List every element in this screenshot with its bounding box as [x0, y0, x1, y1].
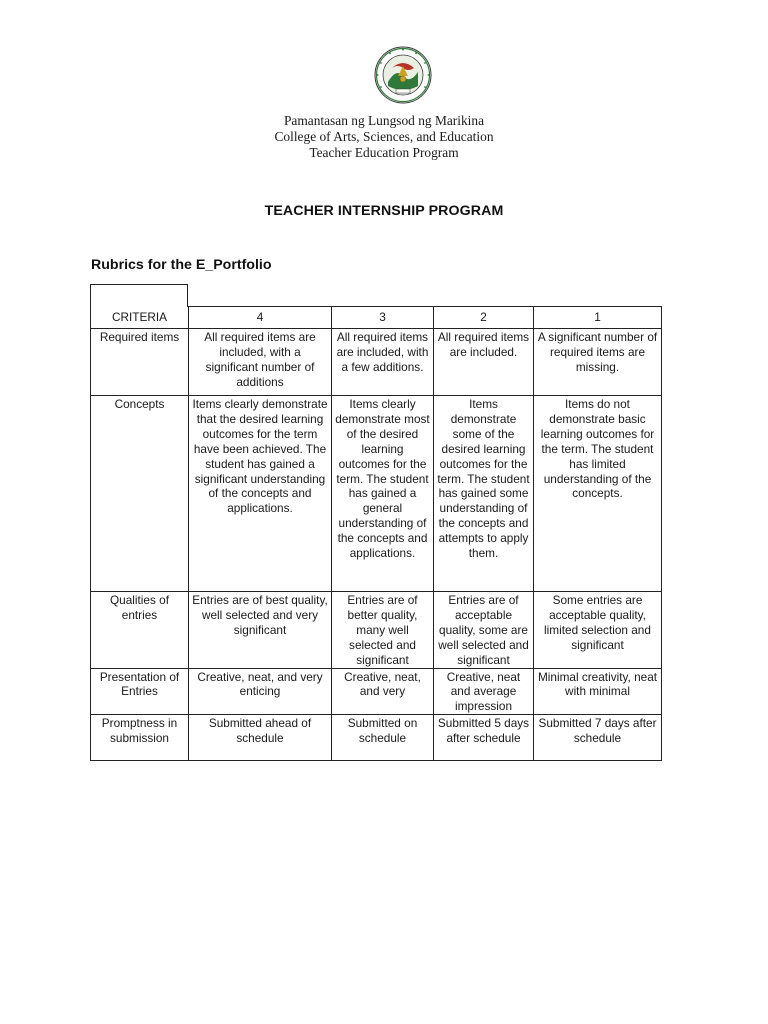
college-name: College of Arts, Sciences, and Education — [274, 129, 494, 144]
institution-header — [0, 113, 768, 161]
header-criteria: CRITERIA — [91, 307, 189, 329]
rubric-cell: All required items are included, with a significant number of additions — [189, 329, 332, 396]
rubric-cell: Items demonstrate some of the desired learning outcomes for the term. The student has gained some understanding of the concepts and attempts to apply them. — [434, 396, 534, 592]
criterion-cell: Required items — [91, 329, 189, 396]
rubric-cell: Entries are of better quality, many well selected and significant — [332, 592, 434, 669]
rubric-cell: Entries are of acceptable quality, some are well selected and significant — [434, 592, 534, 669]
table-row — [91, 715, 662, 761]
table-header-row — [91, 307, 662, 329]
rubric-cell: Submitted ahead of schedule — [189, 715, 332, 761]
rubric-cell: Submitted 7 days after schedule — [534, 715, 662, 761]
rubric-cell: Items do not demonstrate basic learning outcomes for the term. The student has limited understanding of the concepts. — [534, 396, 662, 592]
header-score-3: 3 — [332, 307, 434, 329]
rubric-cell: Creative, neat, and very enticing — [189, 668, 332, 715]
university-seal-logo — [374, 46, 432, 104]
rubric-cell: Submitted on schedule — [332, 715, 434, 761]
table-row — [91, 592, 662, 669]
rubric-cell: A significant number of required items are missing. — [534, 329, 662, 396]
rubric-table — [90, 306, 662, 761]
rubric-cell: Minimal creativity, neat with minimal — [534, 668, 662, 715]
university-name: Pamantasan ng Lungsod ng Marikina — [283, 113, 485, 128]
rubric-cell: Creative, neat and average impression — [434, 668, 534, 715]
header-score-2: 2 — [434, 307, 534, 329]
rubric-cell: Items clearly demonstrate that the desired learning outcomes for the term have been achieved. The student has gained a significant understanding of the concepts and applications. — [189, 396, 332, 592]
rubric-cell: Entries are of best quality, well selected and very significant — [189, 592, 332, 669]
program-name: Teacher Education Program — [309, 145, 459, 160]
table-row — [91, 396, 662, 592]
criteria-header-tab — [90, 284, 188, 307]
criterion-cell: Presentation of Entries — [91, 668, 189, 715]
document-title: TEACHER INTERNSHIP PROGRAM — [264, 203, 504, 219]
criterion-cell: Promptness in submission — [91, 715, 189, 761]
rubric-cell: Submitted 5 days after schedule — [434, 715, 534, 761]
section-title: Rubrics for the E_Portfolio — [91, 257, 272, 273]
header-score-1: 1 — [534, 307, 662, 329]
rubric-cell: Creative, neat, and very — [332, 668, 434, 715]
rubric-cell: All required items are included, with a few additions. — [332, 329, 434, 396]
table-row — [91, 668, 662, 715]
header-score-4: 4 — [189, 307, 332, 329]
rubric-cell: Items clearly demonstrate most of the desired learning outcomes for the term. The student has gained a general understanding of the concepts and applications. — [332, 396, 434, 592]
rubric-cell: Some entries are acceptable quality, limited selection and significant — [534, 592, 662, 669]
criterion-cell: Qualities of entries — [91, 592, 189, 669]
rubric-cell: All required items are included. — [434, 329, 534, 396]
table-row — [91, 329, 662, 396]
criterion-cell: Concepts — [91, 396, 189, 592]
